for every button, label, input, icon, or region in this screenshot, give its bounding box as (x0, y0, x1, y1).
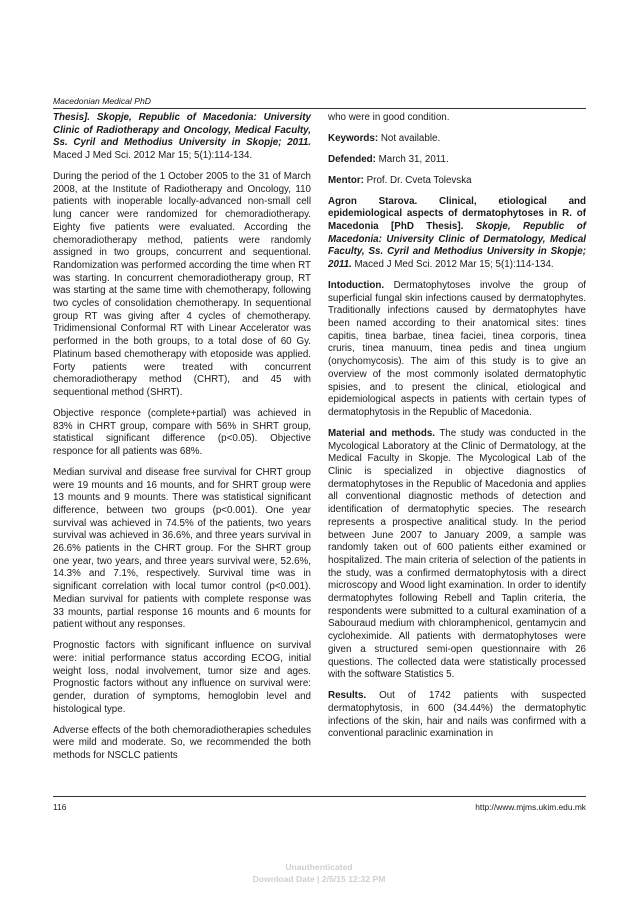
introduction-paragraph (328, 280, 586, 420)
page-number: 116 (53, 802, 67, 812)
left-paragraph-adverse: Adverse effects of the both chemoradiotherapies schedules were mild and moderate. So, we recommended the both methods for NSCLC patients (53, 724, 311, 761)
right-citation (328, 196, 586, 272)
watermark-line-1: Unauthenticated (285, 862, 353, 872)
methods-text: The study was conducted in the Mycological Laboratory at the Clinic of Dermatology, at the Medical Faculty in Skopje. The Mycological Lab of the Clinic is specialized in objective diagnostics of dermatophytoses in the Republic of Macedonia and applies all conventional diagnostic methods of detection and identification of dermatophytic species. The research represents a prospective analitical study. In the period between June 2007 to January 2009, a sample was randomly taken out of 600 patients either examined or hospitalized. The main criteria of selection of the patients in the study, was a confirmed dermatophytosis with a direct microscopy and Wood light examination. In order to identify dermatophytes following Rebell and Taplin criteria, the respondents were submitted to a cultural examination of a Sabouraud medium with chloramphenicol, gentamycin and cycloheximide. All patients with dermatophytoses were given a structured semi-open questionnaire with 26 questions. The collected data were statistically processed with the software Statistics 5. (328, 427, 587, 681)
keywords-line (328, 133, 586, 146)
defended-label: Defended: (328, 153, 376, 165)
right-continuation: who were in good condition. (328, 112, 450, 123)
left-column (53, 112, 311, 771)
introduction-text: Dermatophytoses involve the group of superficial fungal skin infections caused by dermatophytes. Traditionally infections caused by dermatophytes have been named according to their anatomical sites: tines capitis, tinea barbae, tinea faciei, tinea corporis, tinea cruris, tinea manuum, tinea pedis and tinea ungium (onychomycosis). The aim of this study is to give an overview of the most commonly isolated dermatophytic spisies, and to present the clinical, etiological and epidemiological aspects in patients with certain types of dermatophytosis in the Republic of Macedonia. (328, 279, 586, 418)
methods-label: Material and methods. (328, 427, 435, 439)
left-paragraph-prognostic: Prognostic factors with significant influence on survival were: initial performance status according ECOG, initial weight loss, nodal involvement, tumor size and ages. Prognostic factors without any influence on survival were: gender, duration of symptoms, hemoglobin level and histological type. (53, 640, 311, 715)
watermark-line-2: Download Date | 2/5/15 12:32 PM (252, 874, 386, 884)
right-column (328, 112, 586, 749)
left-paragraph-survival: Median survival and disease free survival for CHRT group were 19 mounts and 16 mounts, and for SHRT group were 13 mounts and 9 mounts. There was statistical significant difference, between two groups (p<0.001). One year survival was achieved in 74.5% of the patients, two years survival was achieved in 36.6%, and three years survival in 26.6% patients in the CHRT group. For the SHRT group one year, two years, and three years survival were, 52.6%, 14.3% and 7.1%, respectively. Survival time was in significant correlation with local tumor control (p<0.001). Median survival for patients with complete response was 33 mounts, partial response 16 mounts and 6 mounts for patient without any responses. (53, 466, 311, 631)
right-citation-rest: Maced J Med Sci. 2012 Mar 15; 5(1):114-134. (351, 259, 554, 271)
left-citation-rest: Maced J Med Sci. 2012 Mar 15; 5(1):114-134. (53, 150, 253, 162)
journal-header: Macedonian Medical PhD (53, 96, 151, 106)
results-paragraph (328, 690, 586, 741)
journal-url[interactable]: http://www.mjms.ukim.edu.mk (475, 802, 586, 812)
left-citation (53, 112, 311, 163)
results-text: Out of 1742 patients with suspected dermatophytosis, in 600 (34.44%) the dermatophytic infections of the skin, hair and nails was confirmed with a conventional paraclinic examination in (328, 690, 586, 740)
mentor-line (328, 175, 586, 188)
header-rule (53, 108, 586, 109)
footer-rule (53, 796, 586, 797)
defended-line (328, 154, 586, 167)
left-paragraph-methods: During the period of the 1 October 2005 to the 31 of March 2008, at the Institute of Radiotherapy and Oncology, 110 patients with inoperable locally-advanced non-small cell lung cancer were randomized for chemoradiotherapy. Eighty five patients were evaluated. According the chemoradiotherapy method, patients were randomly assigned in two groups, concurrent and sequentional. Randomization was performed according the time when RT was starting. In concurrent chemoradiotherapy group, RT was starting at the same time with chemotherapy, following two cycles of consolidation chemotherapy. In sequentional group RT was giving after 4 cycles of chemotherapy. Tridimensional Conformal RT with Linear Accelerator was performed in the both groups, to a total dose of 60 Gy. Platinum based chemotherapy with etoposide was applied. Forty patients were treated with concurrent chemoradiotherapy method (CHRT), and 45 with sequentional method (SHRT). (53, 171, 311, 398)
keywords-label: Keywords: (328, 132, 379, 144)
keywords-value: Not available. (378, 132, 441, 144)
defended-value: March 31, 2011. (375, 153, 449, 165)
introduction-label: Intoduction. (328, 279, 385, 291)
mentor-label: Mentor: (328, 174, 364, 186)
mentor-value: Prof. Dr. Cveta Tolevska (363, 174, 472, 186)
results-label: Results. (328, 690, 367, 702)
methods-paragraph (328, 428, 586, 682)
left-paragraph-response: Objective responce (complete+partial) was achieved in 83% in CHRT group, compare with 56% in SHRT group, statistical significant difference (p<0.05). Objective responce for all patients was 68%. (53, 407, 311, 457)
left-citation-bold: Thesis]. Skopje, Republic of Macedonia: University Clinic of Radiotherapy and Oncology, Medical Faculty, Ss. Cyril and Methodius University in Skopje; 2011. (53, 112, 311, 149)
right-citation-source: Skopje, Republic of Macedonia: University Clinic of Dermatology, Medical Faculty, Ss. Cyril and Methodius University in Skopje; 2011. (328, 220, 586, 271)
right-citation-title: Agron Starova. Clinical, etiological and epidemiological aspects of dermatophytoses in R. of Macedonia [PhD Thesis]. (328, 195, 586, 232)
